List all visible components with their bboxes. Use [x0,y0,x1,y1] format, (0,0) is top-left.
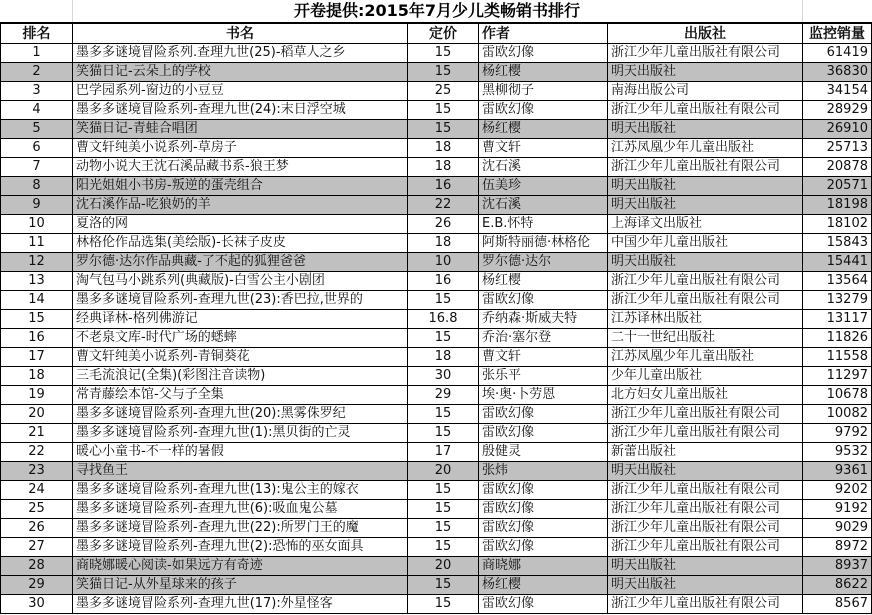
title-cell[interactable]: 巴学园系列-窗边的小豆豆 [73,82,408,101]
publisher-cell[interactable]: 江苏凤凰少年儿童出版社 [608,348,803,367]
author-cell[interactable]: 雷欧幻像 [479,595,608,614]
rank-cell[interactable]: 16 [1,329,73,348]
author-cell[interactable]: 雷欧幻像 [479,481,608,500]
table-body [1,44,872,614]
author-cell[interactable]: 雷欧幻像 [479,538,608,557]
title-row [0,0,872,23]
header-author[interactable]: 作者 [479,24,608,44]
title-cell[interactable]: 曹文轩纯美小说系列-青铜葵花 [73,348,408,367]
table-row [1,500,872,519]
table-row [1,481,872,500]
publisher-cell[interactable]: 浙江少年儿童出版社有限公司 [608,44,803,63]
publisher-cell[interactable]: 浙江少年儿童出版社有限公司 [608,519,803,538]
sales-cell[interactable]: 61419 [803,44,872,63]
author-cell[interactable]: 沈石溪 [479,196,608,215]
table-row [1,139,872,158]
publisher-cell[interactable]: 浙江少年儿童出版社有限公司 [608,538,803,557]
author-cell[interactable]: E.B.怀特 [479,215,608,234]
title-cell[interactable]: 三毛流浪记(全集)(彩图注音读物) [73,367,408,386]
title-cell[interactable]: 墨多多谜境冒险系列-查理九世(22):所罗门王的魔 [73,519,408,538]
publisher-cell[interactable]: 浙江少年儿童出版社有限公司 [608,481,803,500]
table-row [1,196,872,215]
price-cell[interactable]: 15 [408,424,479,443]
bestseller-table [0,23,872,614]
publisher-cell[interactable]: 浙江少年儿童出版社有限公司 [608,595,803,614]
header-sales[interactable]: 监控销量 [803,24,872,44]
title-cell[interactable]: 暖心小童书-不一样的暑假 [73,443,408,462]
price-cell[interactable]: 16 [408,272,479,291]
sales-cell[interactable]: 11826 [803,329,872,348]
header-title[interactable]: 书名 [73,24,408,44]
author-cell[interactable]: 雷欧幻像 [479,405,608,424]
publisher-cell[interactable]: 江苏译林出版社 [608,310,803,329]
publisher-cell[interactable]: 浙江少年儿童出版社有限公司 [608,158,803,177]
title-cell[interactable]: 经典译林-格列佛游记 [73,310,408,329]
publisher-cell[interactable]: 江苏凤凰少年儿童出版社 [608,139,803,158]
gridline [802,0,803,22]
rank-cell[interactable]: 21 [1,424,73,443]
rank-cell[interactable]: 28 [1,557,73,576]
sales-cell[interactable]: 15843 [803,234,872,253]
publisher-cell[interactable]: 明天出版社 [608,557,803,576]
price-cell[interactable]: 15 [408,101,479,120]
rank-cell[interactable]: 6 [1,139,73,158]
rank-cell[interactable]: 26 [1,519,73,538]
rank-cell[interactable]: 10 [1,215,73,234]
title-cell[interactable]: 曹文轩纯美小说系列-草房子 [73,139,408,158]
author-cell[interactable]: 雷欧幻像 [479,500,608,519]
sales-cell[interactable]: 36830 [803,63,872,82]
table-row [1,576,872,595]
price-cell[interactable]: 15 [408,120,479,139]
table-row [1,348,872,367]
price-cell[interactable]: 15 [408,291,479,310]
table-row [1,158,872,177]
title-cell[interactable]: 阳光姐姐小书房-叛逆的蛋壳组合 [73,177,408,196]
author-cell[interactable]: 雷欧幻像 [479,44,608,63]
rank-cell[interactable]: 24 [1,481,73,500]
rank-cell[interactable]: 13 [1,272,73,291]
title-cell[interactable]: 笑猫日记-青蛙合唱团 [73,120,408,139]
rank-cell[interactable]: 4 [1,101,73,120]
price-cell[interactable]: 29 [408,386,479,405]
title-cell[interactable]: 笑猫日记-云朵上的学校 [73,63,408,82]
title-cell[interactable]: 不老泉文库-时代广场的蟋蟀 [73,329,408,348]
price-cell[interactable]: 18 [408,158,479,177]
table-row [1,386,872,405]
price-cell[interactable]: 20 [408,557,479,576]
sales-cell[interactable]: 13564 [803,272,872,291]
rank-cell[interactable]: 15 [1,310,73,329]
sales-cell[interactable]: 13117 [803,310,872,329]
publisher-cell[interactable]: 二十一世纪出版社 [608,329,803,348]
price-cell[interactable]: 15 [408,481,479,500]
author-cell[interactable]: 杨红樱 [479,120,608,139]
sales-cell[interactable]: 9361 [803,462,872,481]
price-cell[interactable]: 25 [408,82,479,101]
price-cell[interactable]: 16 [408,177,479,196]
publisher-cell[interactable]: 浙江少年儿童出版社有限公司 [608,405,803,424]
sales-cell[interactable]: 9202 [803,481,872,500]
sales-cell[interactable]: 20571 [803,177,872,196]
price-cell[interactable]: 30 [408,367,479,386]
author-cell[interactable]: 乔纳森·斯威夫特 [479,310,608,329]
publisher-cell[interactable]: 明天出版社 [608,177,803,196]
publisher-cell[interactable]: 浙江少年儿童出版社有限公司 [608,291,803,310]
price-cell[interactable]: 18 [408,139,479,158]
title-cell[interactable]: 墨多多谜境冒险系列-查理九世(17):外星怪客 [73,595,408,614]
title-cell[interactable]: 墨多多谜境冒险系列-查理九世(24):末日浮空城 [73,101,408,120]
title-cell[interactable]: 动物小说大王沈石溪品藏书系-狼王梦 [73,158,408,177]
author-cell[interactable]: 曹文轩 [479,139,608,158]
rank-cell[interactable]: 2 [1,63,73,82]
author-cell[interactable]: 雷欧幻像 [479,519,608,538]
rank-cell[interactable]: 25 [1,500,73,519]
table-row [1,234,872,253]
table-row [1,101,872,120]
title-cell[interactable]: 淘气包马小跳系列(典藏版)-白雪公主小剧团 [73,272,408,291]
table-row [1,424,872,443]
price-cell[interactable]: 15 [408,500,479,519]
rank-cell[interactable]: 12 [1,253,73,272]
table-row [1,291,872,310]
table-row [1,253,872,272]
author-cell[interactable]: 曹文轩 [479,348,608,367]
rank-cell[interactable]: 30 [1,595,73,614]
title-cell[interactable]: 常青藤绘本馆-父与子全集 [73,386,408,405]
table-row [1,557,872,576]
sales-cell[interactable]: 9792 [803,424,872,443]
price-cell[interactable]: 26 [408,215,479,234]
publisher-cell[interactable]: 南海出版公司 [608,82,803,101]
author-cell[interactable]: 雷欧幻像 [479,424,608,443]
table-row [1,215,872,234]
sales-cell[interactable]: 20878 [803,158,872,177]
title-cell[interactable]: 夏洛的网 [73,215,408,234]
sales-cell[interactable]: 9029 [803,519,872,538]
price-cell[interactable]: 15 [408,576,479,595]
table-row [1,405,872,424]
author-cell[interactable]: 殷健灵 [479,443,608,462]
rank-cell[interactable]: 3 [1,82,73,101]
title-cell[interactable]: 商晓娜暖心阅读-如果远方有奇迹 [73,557,408,576]
author-cell[interactable]: 张乐平 [479,367,608,386]
sales-cell[interactable]: 10082 [803,405,872,424]
sales-cell[interactable]: 13279 [803,291,872,310]
price-cell[interactable]: 15 [408,63,479,82]
table-row [1,462,872,481]
rank-cell[interactable]: 7 [1,158,73,177]
header-row [1,24,872,44]
sales-cell[interactable]: 11297 [803,367,872,386]
table-row [1,63,872,82]
rank-cell[interactable]: 1 [1,44,73,63]
sales-cell[interactable]: 11558 [803,348,872,367]
price-cell[interactable]: 18 [408,348,479,367]
rank-cell[interactable]: 18 [1,367,73,386]
author-cell[interactable]: 雷欧幻像 [479,291,608,310]
publisher-cell[interactable]: 明天出版社 [608,63,803,82]
rank-cell[interactable]: 27 [1,538,73,557]
table-row [1,595,872,614]
table-row [1,367,872,386]
price-cell[interactable]: 16.8 [408,310,479,329]
publisher-cell[interactable]: 明天出版社 [608,253,803,272]
price-cell[interactable]: 15 [408,595,479,614]
price-cell[interactable]: 22 [408,196,479,215]
author-cell[interactable]: 罗尔德·达尔 [479,253,608,272]
publisher-cell[interactable]: 明天出版社 [608,120,803,139]
sales-cell[interactable]: 15441 [803,253,872,272]
publisher-cell[interactable]: 明天出版社 [608,576,803,595]
rank-cell[interactable]: 20 [1,405,73,424]
sales-cell[interactable]: 8937 [803,557,872,576]
publisher-cell[interactable]: 新蕾出版社 [608,443,803,462]
publisher-cell[interactable]: 上海译文出版社 [608,215,803,234]
publisher-cell[interactable]: 浙江少年儿童出版社有限公司 [608,101,803,120]
author-cell[interactable]: 张炜 [479,462,608,481]
price-cell[interactable]: 10 [408,253,479,272]
table-row [1,310,872,329]
price-cell[interactable]: 15 [408,405,479,424]
publisher-cell[interactable]: 中国少年儿童出版社 [608,234,803,253]
table-row [1,272,872,291]
table-row [1,177,872,196]
rank-cell[interactable]: 11 [1,234,73,253]
table-row [1,329,872,348]
author-cell[interactable]: 埃·奥·卜劳恩 [479,386,608,405]
title-cell[interactable]: 沈石溪作品-吃狼奶的羊 [73,196,408,215]
author-cell[interactable]: 乔治·塞尔登 [479,329,608,348]
title-cell[interactable]: 墨多多谜境冒险系列-查理九世(2):恐怖的巫女面具 [73,538,408,557]
author-cell[interactable]: 沈石溪 [479,158,608,177]
sales-cell[interactable]: 26910 [803,120,872,139]
rank-cell[interactable]: 5 [1,120,73,139]
title-cell[interactable]: 墨多多谜境冒险系列-查理九世(13):鬼公主的嫁衣 [73,481,408,500]
rank-cell[interactable]: 29 [1,576,73,595]
rank-cell[interactable]: 8 [1,177,73,196]
price-cell[interactable]: 17 [408,443,479,462]
author-cell[interactable]: 商晓娜 [479,557,608,576]
rank-cell[interactable]: 9 [1,196,73,215]
sales-cell[interactable]: 9532 [803,443,872,462]
publisher-cell[interactable]: 明天出版社 [608,462,803,481]
price-cell[interactable]: 15 [408,329,479,348]
title-cell[interactable]: 墨多多谜境冒险系列-查理九世(20):黑雾侏罗纪 [73,405,408,424]
sales-cell[interactable]: 10678 [803,386,872,405]
author-cell[interactable]: 阿斯特丽德·林格伦 [479,234,608,253]
sales-cell[interactable]: 18102 [803,215,872,234]
price-cell[interactable]: 15 [408,538,479,557]
author-cell[interactable]: 伍美珍 [479,177,608,196]
sales-cell[interactable]: 9192 [803,500,872,519]
title-cell[interactable]: 墨多多谜境冒险系列-查理九世(6):吸血鬼公墓 [73,500,408,519]
title-cell[interactable]: 笑猫日记-从外星球来的孩子 [73,576,408,595]
header-price[interactable]: 定价 [408,24,479,44]
title-cell[interactable]: 墨多多谜境冒险系列-查理九世(1):黑贝街的亡灵 [73,424,408,443]
price-cell[interactable]: 15 [408,44,479,63]
title-cell[interactable]: 林格伦作品选集(美绘版)-长袜子皮皮 [73,234,408,253]
publisher-cell[interactable]: 浙江少年儿童出版社有限公司 [608,500,803,519]
sales-cell[interactable]: 28929 [803,101,872,120]
price-cell[interactable]: 20 [408,462,479,481]
table-row [1,44,872,63]
title-cell[interactable]: 墨多多谜境冒险系列-查理九世(23):香巴拉,世界的 [73,291,408,310]
sales-cell[interactable]: 8567 [803,595,872,614]
rank-cell[interactable]: 14 [1,291,73,310]
publisher-cell[interactable]: 浙江少年儿童出版社有限公司 [608,424,803,443]
rank-cell[interactable]: 17 [1,348,73,367]
title-cell[interactable]: 罗尔德·达尔作品典藏-了不起的狐狸爸爸 [73,253,408,272]
author-cell[interactable]: 雷欧幻像 [479,101,608,120]
publisher-cell[interactable]: 北方妇女儿童出版社 [608,386,803,405]
publisher-cell[interactable]: 少年儿童出版社 [608,367,803,386]
table-row [1,519,872,538]
sales-cell[interactable]: 18198 [803,196,872,215]
rank-cell[interactable]: 19 [1,386,73,405]
title-cell[interactable]: 墨多多谜境冒险系列.查理九世(25)-稻草人之乡 [73,44,408,63]
author-cell[interactable]: 杨红樱 [479,272,608,291]
table-row [1,82,872,101]
author-cell[interactable]: 黑柳彻子 [479,82,608,101]
author-cell[interactable]: 杨红樱 [479,576,608,595]
publisher-cell[interactable]: 浙江少年儿童出版社有限公司 [608,272,803,291]
author-cell[interactable]: 杨红樱 [479,63,608,82]
header-publisher[interactable]: 出版社 [608,24,803,44]
sales-cell[interactable]: 25713 [803,139,872,158]
rank-cell[interactable]: 23 [1,462,73,481]
rank-cell[interactable]: 22 [1,443,73,462]
price-cell[interactable]: 18 [408,234,479,253]
sales-cell[interactable]: 8622 [803,576,872,595]
table-row [1,443,872,462]
table-row [1,120,872,139]
sales-cell[interactable]: 34154 [803,82,872,101]
publisher-cell[interactable]: 明天出版社 [608,196,803,215]
table-row [1,538,872,557]
sales-cell[interactable]: 8972 [803,538,872,557]
price-cell[interactable]: 15 [408,519,479,538]
title-cell[interactable]: 寻找鱼王 [73,462,408,481]
sheet-title[interactable]: 开卷提供:2015年7月少儿类畅销书排行 [293,1,581,20]
header-rank[interactable]: 排名 [1,24,73,44]
